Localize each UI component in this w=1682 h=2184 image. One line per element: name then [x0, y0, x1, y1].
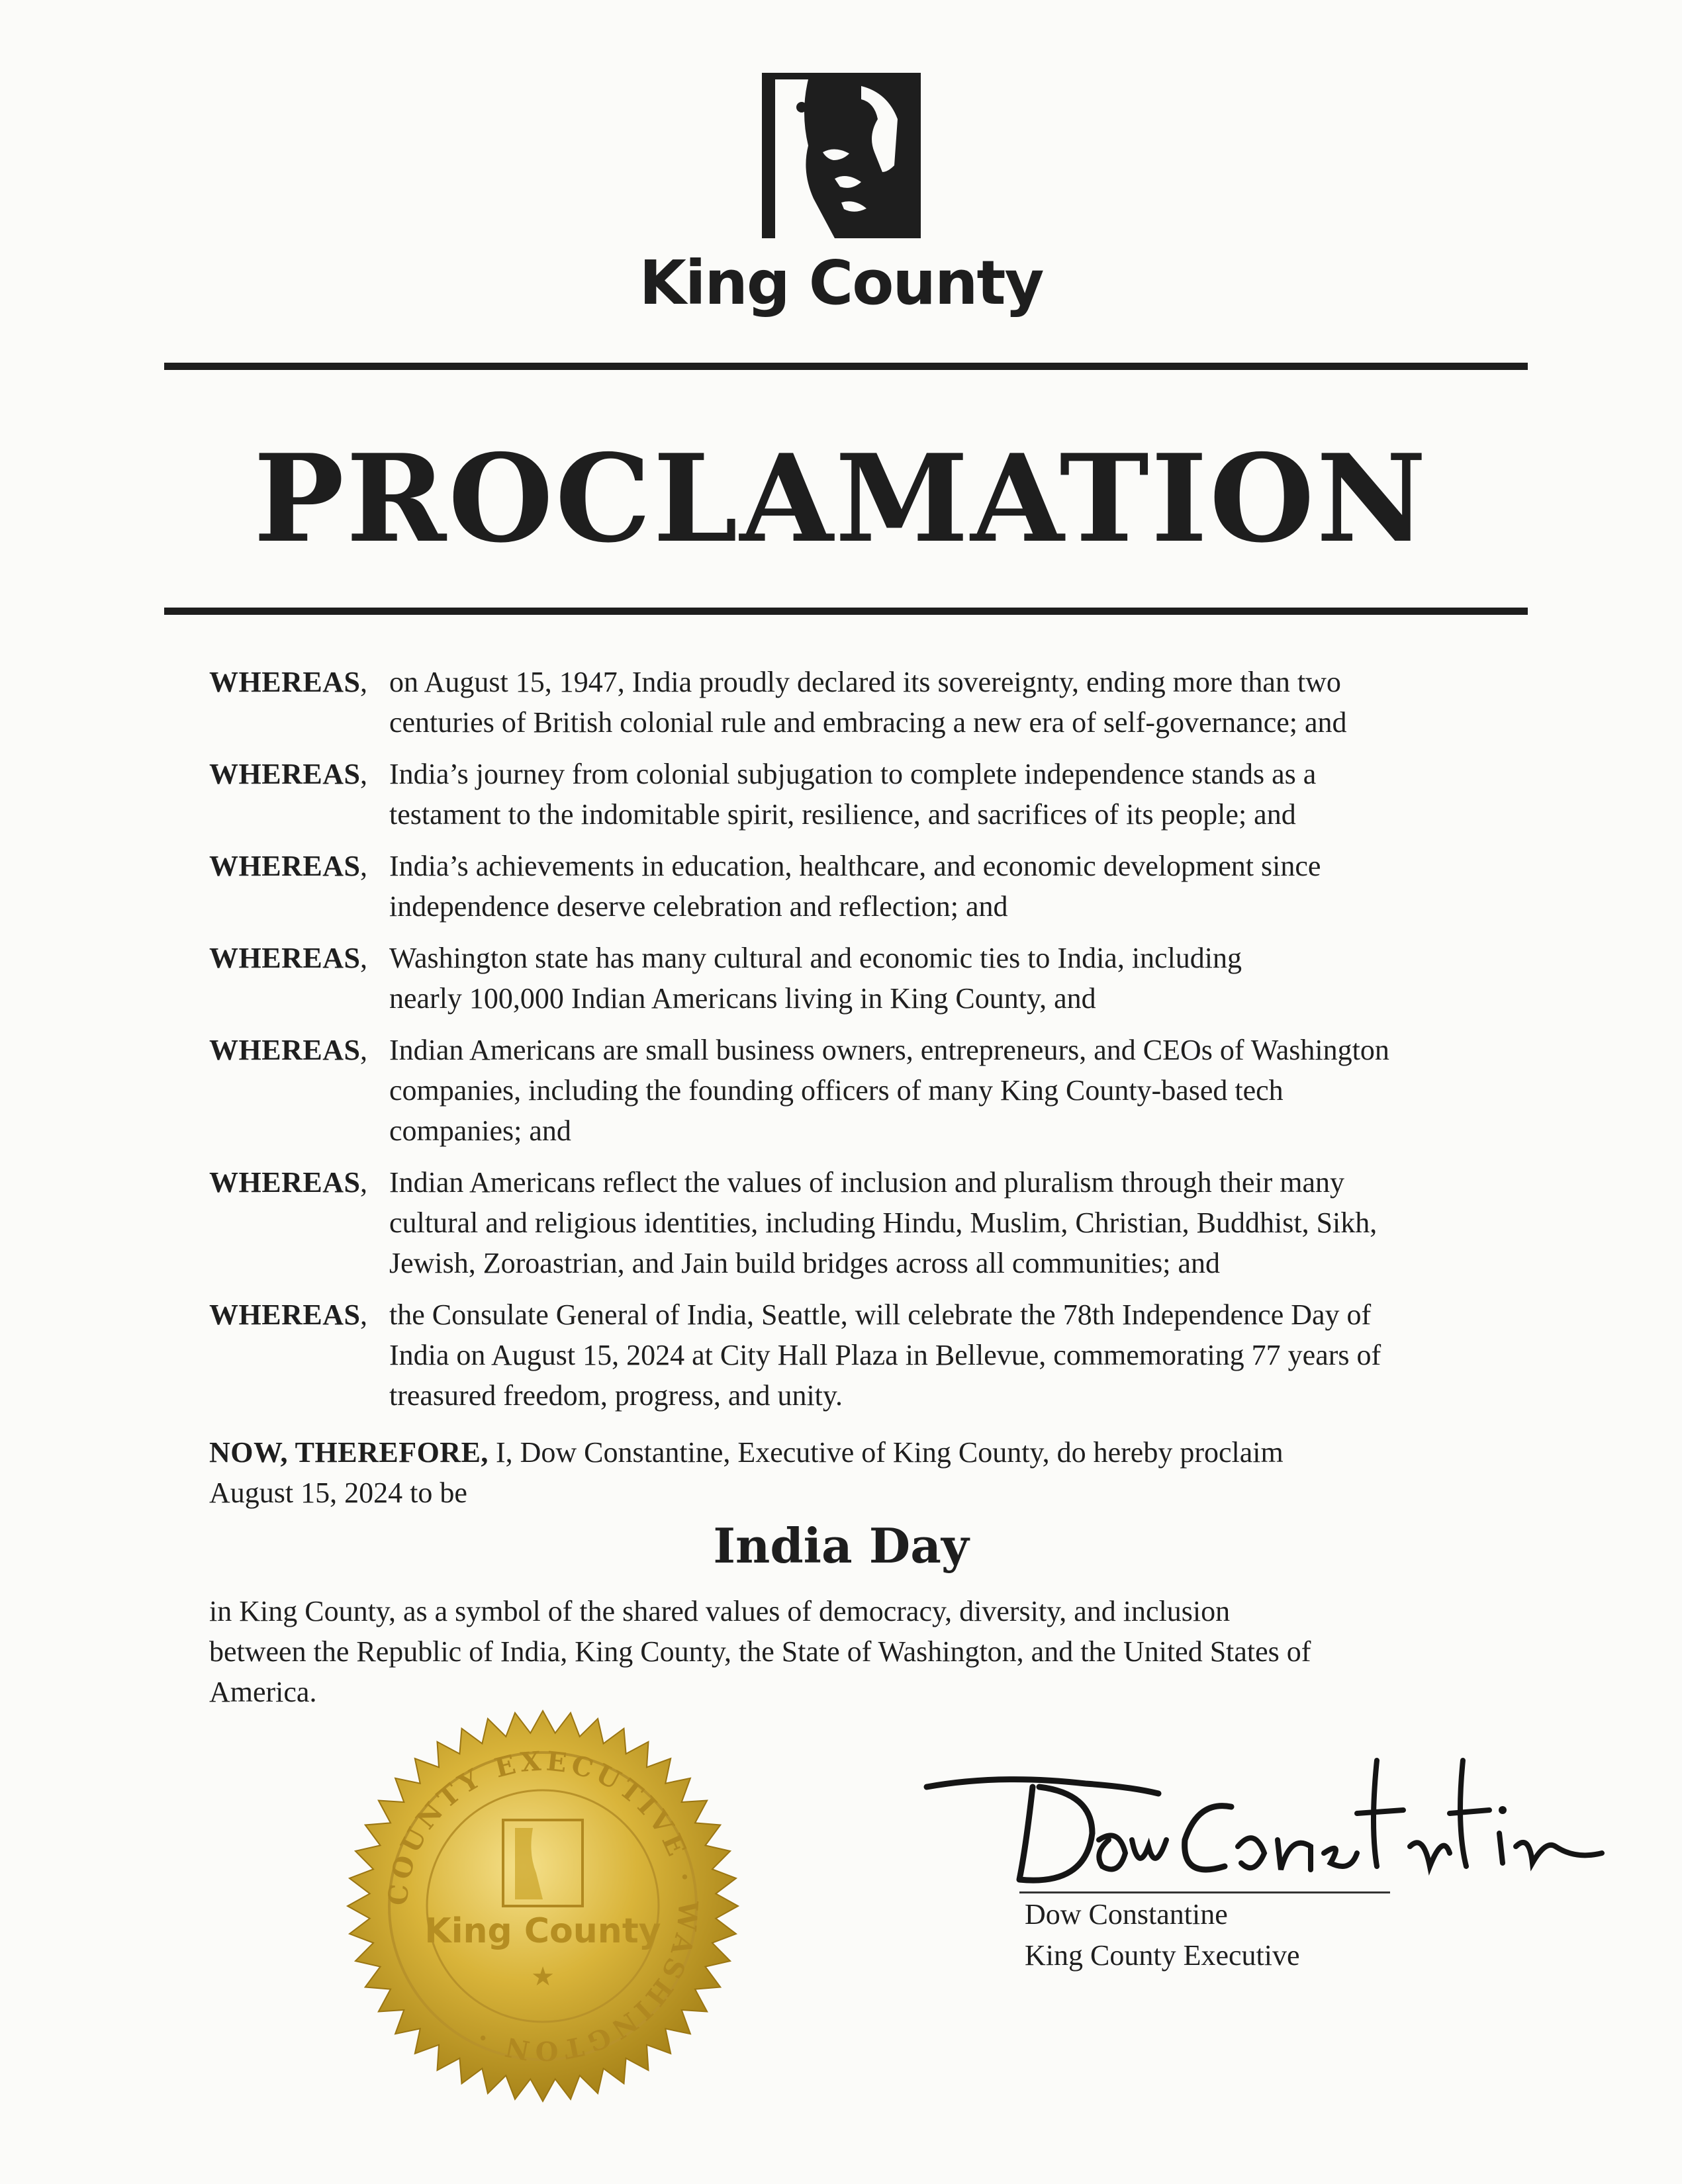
whereas-line: companies; and	[389, 1115, 571, 1147]
whereas-comma: ,	[360, 758, 367, 790]
seal-center-text: King County	[424, 1911, 661, 1951]
whereas-clauses	[209, 662, 1507, 1427]
whereas-clause	[209, 938, 1507, 1019]
whereas-clause	[209, 1162, 1507, 1283]
whereas-clause	[209, 754, 1507, 835]
king-county-logo	[0, 73, 1682, 318]
whereas-line: independence deserve celebration and reflection; and	[389, 890, 1008, 923]
whereas-clause	[209, 846, 1507, 927]
signer-title: King County Executive	[1025, 1939, 1300, 1972]
whereas-line: India’s journey from colonial subjugation to complete independence stands as a	[389, 758, 1317, 790]
whereas-line: companies, including the founding officers of many King County-based tech	[389, 1074, 1284, 1107]
closing-line: in King County, as a symbol of the shared values of democracy, diversity, and inclusion	[209, 1595, 1231, 1627]
whereas-keyword: WHEREAS	[209, 1034, 361, 1066]
now-therefore-line-1: I, Dow Constantine, Executive of King County, do hereby proclaim	[495, 1436, 1284, 1469]
signer-block	[1025, 1894, 1300, 1976]
now-therefore-line-2: August 15, 2024 to be	[209, 1477, 467, 1509]
gold-seal-icon	[344, 1707, 741, 2105]
closing-line: America.	[209, 1676, 317, 1708]
whereas-keyword: WHEREAS	[209, 850, 361, 882]
whereas-line: India on August 15, 2024 at City Hall Plaza in Bellevue, commemorating 77 years of	[389, 1339, 1381, 1371]
proclaimed-day-title: India Day	[713, 1518, 969, 1574]
signature-line	[1019, 1891, 1390, 1893]
whereas-line: Jewish, Zoroastrian, and Jain build bridges across all communities; and	[389, 1247, 1220, 1279]
whereas-line: Indian Americans reflect the values of inclusion and pluralism through their many	[389, 1166, 1345, 1199]
whereas-comma: ,	[360, 1166, 367, 1199]
whereas-keyword: WHEREAS	[209, 758, 361, 790]
whereas-line: centuries of British colonial rule and embracing a new era of self-governance; and	[389, 706, 1347, 739]
whereas-line: nearly 100,000 Indian Americans living in King County, and	[389, 982, 1096, 1015]
whereas-comma: ,	[360, 1298, 367, 1331]
whereas-line: Washington state has many cultural and economic ties to India, including	[389, 942, 1242, 974]
now-therefore-paragraph	[209, 1432, 1507, 1513]
king-county-portrait-logo-icon	[762, 73, 921, 238]
now-therefore-keyword: NOW, THEREFORE,	[209, 1436, 489, 1469]
whereas-clause	[209, 1295, 1507, 1416]
seal-ring-text: COUNTY EXECUTIVE · WASHINGTON ·	[382, 1745, 704, 2067]
whereas-keyword: WHEREAS	[209, 666, 361, 698]
closing-paragraph	[209, 1591, 1507, 1712]
whereas-keyword: WHEREAS	[209, 942, 361, 974]
closing-line: between the Republic of India, King County, the State of Washington, and the United States of	[209, 1635, 1311, 1668]
top-divider	[164, 363, 1528, 370]
whereas-comma: ,	[360, 1034, 367, 1066]
whereas-line: testament to the indomitable spirit, resilience, and sacrifices of its people; and	[389, 798, 1296, 831]
whereas-line: on August 15, 1947, India proudly declared its sovereignty, ending more than two	[389, 666, 1341, 698]
whereas-line: treasured freedom, progress, and unity.	[389, 1379, 843, 1412]
whereas-line: cultural and religious identities, including Hindu, Muslim, Christian, Buddhist, Sikh,	[389, 1206, 1378, 1239]
whereas-keyword: WHEREAS	[209, 1298, 361, 1331]
signer-name: Dow Constantine	[1025, 1898, 1228, 1931]
whereas-comma: ,	[360, 850, 367, 882]
whereas-line: India’s achievements in education, healthcare, and economic development since	[389, 850, 1321, 882]
whereas-clause	[209, 662, 1507, 743]
logo-wordmark: King County	[639, 248, 1043, 318]
bottom-divider	[164, 608, 1528, 615]
page-title: PROCLAMATION	[254, 428, 1428, 569]
whereas-keyword: WHEREAS	[209, 1166, 361, 1199]
handwritten-signature	[920, 1747, 1609, 1906]
whereas-comma: ,	[360, 666, 367, 698]
seal-star-icon: ★	[531, 1962, 555, 1992]
whereas-line: Indian Americans are small business owners, entrepreneurs, and CEOs of Washington	[389, 1034, 1389, 1066]
whereas-line: the Consulate General of India, Seattle, will celebrate the 78th Independence Day of	[389, 1298, 1372, 1331]
whereas-clause	[209, 1030, 1507, 1151]
whereas-comma: ,	[360, 942, 367, 974]
